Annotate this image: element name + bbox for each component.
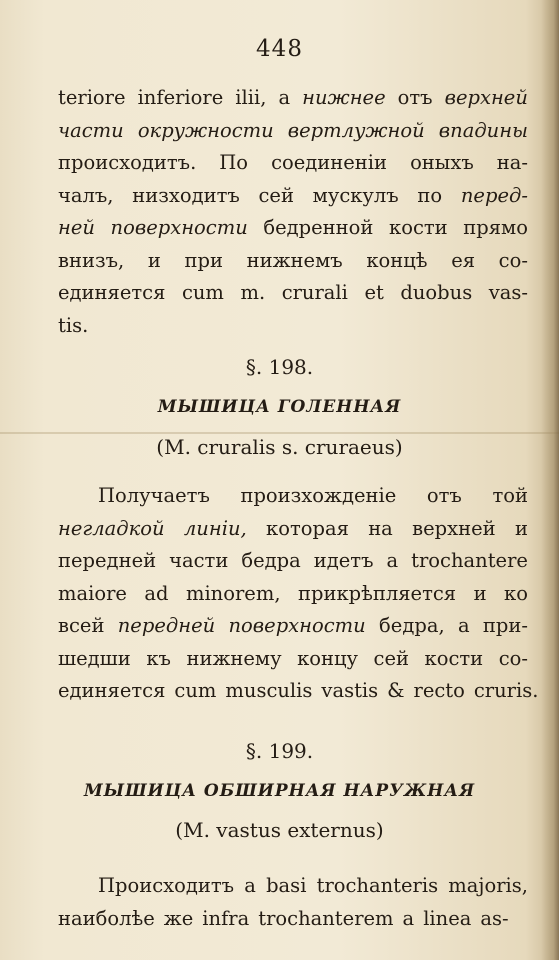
text-line xyxy=(58,903,528,935)
word: верхней xyxy=(412,516,496,540)
word: поверхности xyxy=(110,216,248,239)
word: поверхности xyxy=(228,614,366,637)
word: идетъ xyxy=(313,549,374,572)
text-line xyxy=(58,82,528,114)
text-line xyxy=(58,610,528,642)
word: всей xyxy=(58,614,105,637)
word: произхожденіе xyxy=(240,484,397,507)
word: crurali xyxy=(281,281,348,304)
word: m. xyxy=(240,281,266,304)
text-line xyxy=(98,480,528,512)
word: соединенiи xyxy=(271,151,388,174)
word: recto xyxy=(413,679,465,702)
word: duobus xyxy=(400,281,473,304)
word: отъ xyxy=(426,484,462,507)
word: а xyxy=(278,86,291,109)
word: сей xyxy=(373,646,410,670)
text-line xyxy=(58,115,528,147)
word: оныхъ xyxy=(410,151,474,174)
text-line xyxy=(58,147,528,179)
word: перед- xyxy=(460,183,528,207)
word: шедши xyxy=(58,646,131,670)
word: кости xyxy=(424,646,484,670)
word: прикрѣпляется xyxy=(297,581,457,605)
word: сей xyxy=(258,183,294,207)
word: maiore xyxy=(58,581,127,605)
word: которая xyxy=(266,516,349,540)
word: бедренной xyxy=(263,216,374,239)
text-line xyxy=(98,870,528,902)
word: а xyxy=(457,614,470,637)
section-198-title: МЫШИЦА ГОЛЕННАЯ xyxy=(157,397,402,417)
text-line xyxy=(58,545,528,577)
text-line xyxy=(58,578,528,610)
word: отъ xyxy=(397,86,433,109)
word: majoris, xyxy=(448,874,528,897)
word: передней xyxy=(117,614,216,637)
word: части xyxy=(169,549,229,572)
word: и xyxy=(147,248,161,272)
section-198-number: §. 198. xyxy=(245,355,314,379)
word: & xyxy=(387,679,405,702)
word: По xyxy=(219,151,249,174)
word: as- xyxy=(480,906,509,930)
word: и xyxy=(514,516,528,540)
word: той xyxy=(492,484,528,507)
word: передней xyxy=(58,549,157,572)
word: же xyxy=(163,906,194,930)
word: со- xyxy=(498,646,528,670)
section-198-latin: (M. cruralis s. cruraeus) xyxy=(156,435,403,459)
word: musculis xyxy=(225,679,313,702)
text-line xyxy=(58,675,539,707)
word: на xyxy=(368,516,393,540)
word: a xyxy=(402,906,415,930)
word: кости xyxy=(389,216,448,239)
word: ея xyxy=(451,248,476,272)
word: концѣ xyxy=(366,248,428,272)
word: ко xyxy=(504,581,528,605)
word: Получаетъ xyxy=(98,484,210,507)
word: чалъ, xyxy=(58,183,114,207)
word: cum xyxy=(174,679,217,702)
word: нижнемъ xyxy=(246,248,343,272)
text-line xyxy=(58,310,528,342)
word: внизъ, xyxy=(58,248,125,272)
word: части xyxy=(58,118,124,142)
word: trochantere xyxy=(411,549,528,572)
word: infra xyxy=(202,906,250,930)
word: нижнему xyxy=(186,646,282,670)
word: линіи, xyxy=(183,516,247,540)
word: trochanteris xyxy=(316,874,439,897)
word: наиболѣе xyxy=(58,906,155,930)
word: inferiore xyxy=(137,86,224,109)
word: вертлужной xyxy=(287,118,425,142)
word: ilii, xyxy=(235,86,267,109)
word: a xyxy=(244,874,256,897)
word: minorem, xyxy=(185,581,281,605)
word: на- xyxy=(496,151,528,174)
word: концу xyxy=(297,646,359,670)
text-line xyxy=(58,212,528,244)
page-number: 448 xyxy=(256,36,303,62)
word: бедра, xyxy=(379,614,445,637)
word: прямо xyxy=(463,216,528,239)
word: верхней xyxy=(444,86,528,109)
word: vas- xyxy=(488,281,528,304)
word: мускулъ xyxy=(312,183,399,207)
text-line xyxy=(58,643,528,675)
word: со- xyxy=(498,248,528,272)
word: происходитъ. xyxy=(58,151,197,174)
word: basi xyxy=(266,874,307,897)
word: и xyxy=(473,581,487,605)
text-line xyxy=(58,277,528,309)
text-line xyxy=(58,245,528,277)
word: et xyxy=(364,281,384,304)
word: trochanterem xyxy=(258,906,394,930)
section-199-latin: (M. vastus externus) xyxy=(175,818,384,842)
section-199-title: МЫШИЦА ОБШИРНАЯ НАРУЖНАЯ xyxy=(83,781,476,801)
word: vastis xyxy=(321,679,379,702)
word: къ xyxy=(146,646,171,670)
word: tis. xyxy=(58,313,89,337)
word: ней xyxy=(58,216,95,239)
word: единяется xyxy=(58,679,166,702)
word: cruris. xyxy=(473,679,539,702)
word: негладкой xyxy=(58,516,165,540)
word: единяется xyxy=(58,281,166,304)
text-line xyxy=(58,513,528,545)
word: при- xyxy=(482,614,528,637)
word: бедра xyxy=(241,549,301,572)
word: a xyxy=(386,549,399,572)
word: низходитъ xyxy=(132,183,240,207)
word: при xyxy=(184,248,223,272)
word: окружности xyxy=(137,118,274,142)
text-line xyxy=(58,180,528,212)
word: cum xyxy=(181,281,224,304)
word: linea xyxy=(423,906,472,930)
word: ad xyxy=(144,581,169,605)
word: Происходитъ xyxy=(98,874,235,897)
section-199-number: §. 199. xyxy=(245,739,314,763)
word: по xyxy=(417,183,443,207)
word: terіore xyxy=(58,86,126,109)
word: впадины xyxy=(438,118,528,142)
word: нижнее xyxy=(302,86,386,109)
